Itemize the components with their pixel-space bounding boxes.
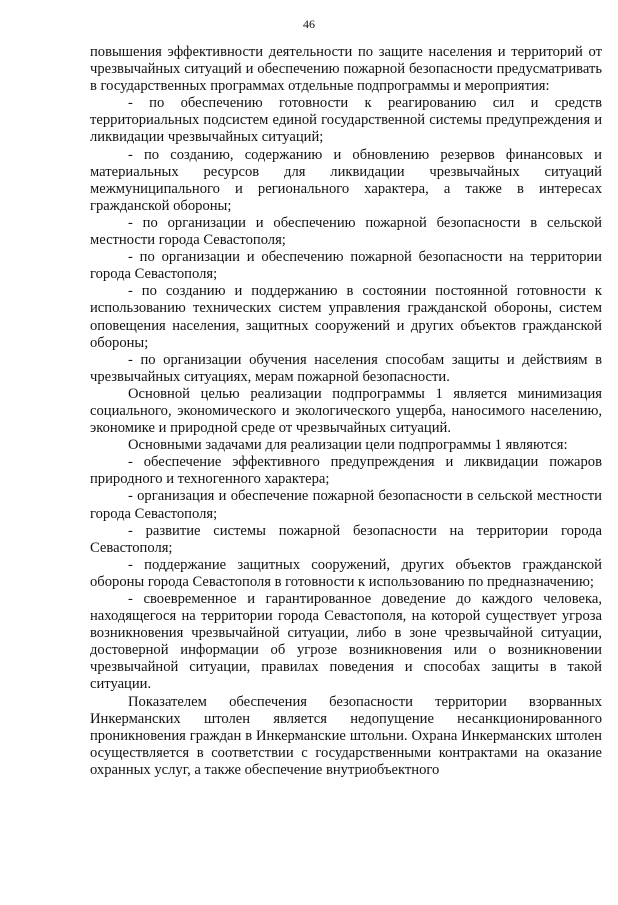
list-item: - по обеспечению готовности к реагированию сил и средств территориальных подсистем единой государственной системы предупреждения и ликвидации чрезвычайных ситуаций; [90,95,602,146]
list-item: - по организации и обеспечению пожарной безопасности в сельской местности города Севастополя; [90,214,602,249]
page-number: 46 [303,17,315,31]
list-item: - по организации и обеспечению пожарной безопасности на территории города Севастополя; [90,249,602,283]
list-item: - по организации обучения населения способам защиты и действиям в чрезвычайных ситуациях, мерам пожарной безопасности. [90,351,602,385]
paragraph: Основными задачами для реализации цели подпрограммы 1 являются: [128,437,568,454]
list-item: - по созданию, содержанию и обновлению резервов финансовых и материальных ресурсов для ликвидации чрезвычайных ситуаций межмуниципального и регионального характера, а также в интересах гражданской обороны; [90,146,602,214]
list-item: - своевременное и гарантированное доведение до каждого человека, находящегося на территории города Севастополя, на которой существует угроза возникновения чрезвычайной ситуации, либо в зоне чрезвычайной ситуации, достоверной информации об угрозе возникновения или о возникновении чрезвычайной ситуации, правилах поведения и способах защиты в такой ситуации. [90,591,602,693]
paragraph: Основной целью реализации подпрограммы 1 является минимизация социального, экономического и экологического ущерба, наносимого населению, экономике и природной среде от чрезвычайных ситуаций. [90,385,602,437]
paragraph: повышения эффективности деятельности по защите населения и территорий от чрезвычайных ситуаций и обеспечению пожарной безопасности предусматривать в государственных программах отдельные подпрограммы и мероприятия: [90,44,602,95]
document-body [90,44,602,779]
paragraph: Показателем обеспечения безопасности территории взорванных Инкерманских штолен является недопущение несанкционированного проникновения граждан в Инкерманские штольни. Охрана Инкерманских штолен осуществляется в соответствии с государственными контрактами на оказание охранных услуг, а также обеспечение внутриобъектного [90,693,602,778]
list-item: - организация и обеспечение пожарной безопасности в сельской местности города Севастополя; [90,488,602,522]
list-item: - по созданию и поддержанию в состоянии постоянной готовности к использованию технических систем управления гражданской обороны, систем оповещения населения, защитных сооружений и других объектов гражданской обороны; [90,283,602,351]
list-item: - развитие системы пожарной безопасности на территории города Севастополя; [90,522,602,556]
list-item: - обеспечение эффективного предупреждения и ликвидации пожаров природного и техногенного характера; [90,454,602,488]
list-item: - поддержание защитных сооружений, других объектов гражданской обороны города Севастополя в готовности к использованию по предназначению; [90,556,602,590]
